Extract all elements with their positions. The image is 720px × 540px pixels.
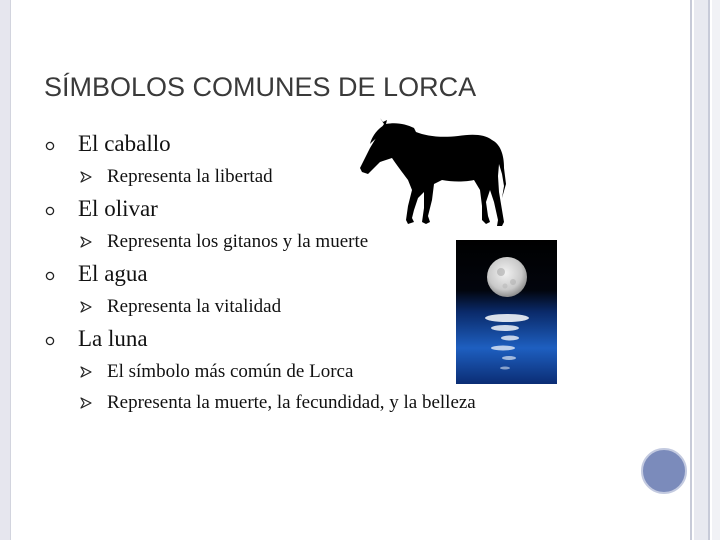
decorative-circle: [641, 448, 687, 494]
list-item-luna: La luna: [78, 326, 148, 351]
arrow-bullet-icon: [80, 236, 92, 248]
slide-title: SÍMBOLOS COMUNES DE LORCA: [44, 72, 477, 102]
ring-bullet-icon: [45, 336, 55, 346]
sub-item-vitalidad: Representa la vitalidad: [107, 296, 282, 317]
arrow-bullet-icon: [80, 397, 92, 409]
arrow-bullet-icon: [80, 301, 92, 313]
arrow-bullet-icon: [80, 366, 92, 378]
list-item-caballo: El caballo: [78, 131, 171, 156]
list-item-agua: El agua: [78, 261, 148, 286]
ring-bullet-icon: [45, 141, 55, 151]
sub-item-muerte-fecundidad: Representa la muerte, la fecundidad, y la belleza: [107, 392, 476, 413]
arrow-bullet-icon: [80, 171, 92, 183]
right-border-band: [694, 0, 708, 540]
right-border-band: [712, 0, 720, 540]
sub-item-simbolo: El símbolo más común de Lorca: [107, 361, 354, 382]
sub-item-libertad: Representa la libertad: [107, 166, 273, 187]
horse-silhouette-image: [356, 118, 508, 228]
right-border-line: [708, 0, 710, 540]
list-item-olivar: El olivar: [78, 196, 158, 221]
ring-bullet-icon: [45, 206, 55, 216]
moon-over-water-image: [456, 240, 557, 384]
ring-bullet-icon: [45, 271, 55, 281]
left-border: [0, 0, 11, 540]
right-border-line: [690, 0, 692, 540]
sub-item-gitanos: Representa los gitanos y la muerte: [107, 231, 369, 252]
